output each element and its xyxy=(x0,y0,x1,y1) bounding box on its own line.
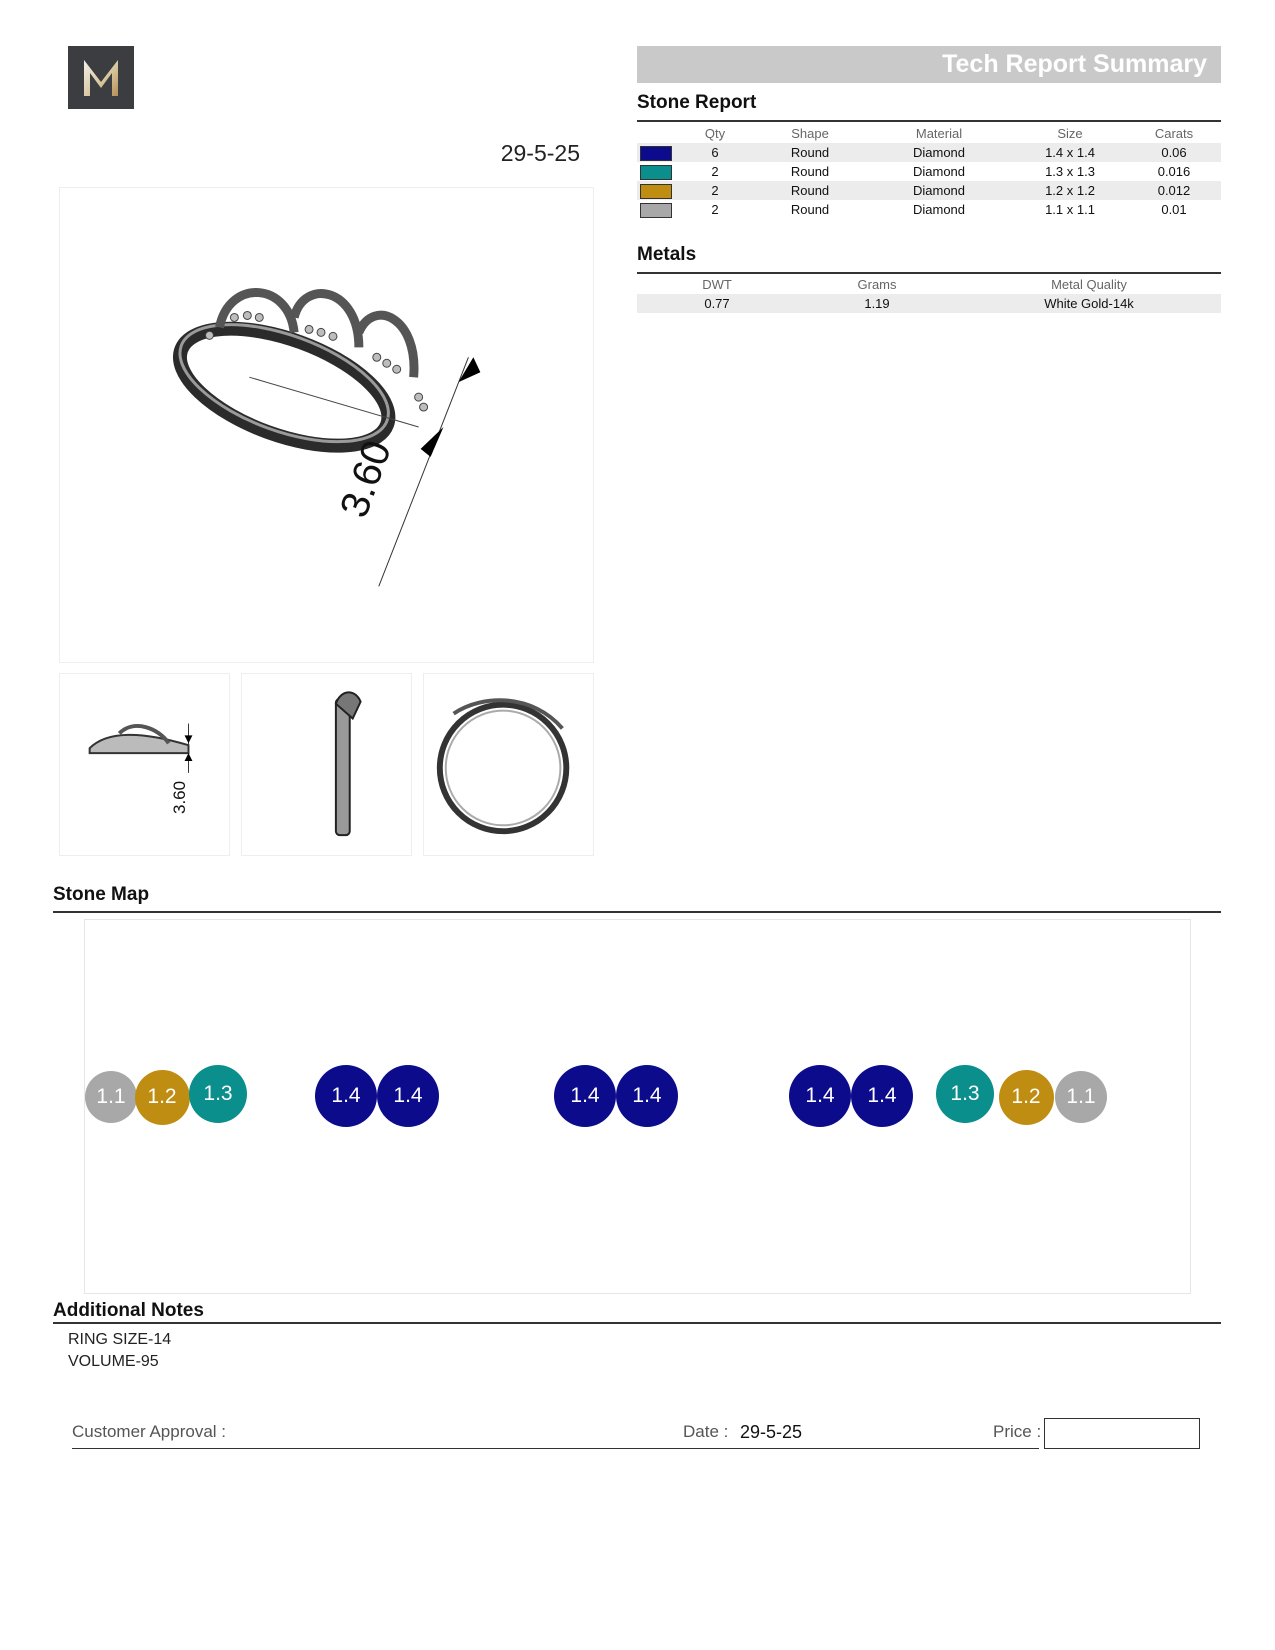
column-header: Size xyxy=(1057,126,1083,141)
approval-signature-line[interactable] xyxy=(72,1448,1039,1449)
qty-cell: 6 xyxy=(675,143,755,162)
ring-render-perspective xyxy=(59,187,594,663)
report-title: Tech Report Summary xyxy=(942,50,1207,78)
approval-date-value: 29-5-25 xyxy=(740,1422,803,1442)
column-header: Shape xyxy=(791,126,829,141)
qty-cell: 2 xyxy=(711,164,719,179)
customer-approval-label: Customer Approval : xyxy=(72,1422,227,1441)
column-header: Grams xyxy=(857,277,897,292)
shape-cell: Round xyxy=(755,143,865,162)
report-title-bar xyxy=(637,46,1221,83)
size-cell: 1.3 x 1.3 xyxy=(1045,164,1095,179)
stone-map-rule xyxy=(53,911,1221,913)
stone-map xyxy=(84,919,1191,1294)
color-header xyxy=(637,124,675,143)
stone-map-stone: 1.4 xyxy=(789,1065,851,1127)
stone-map-stone: 1.1 xyxy=(85,1071,137,1123)
stone-map-stone: 1.4 xyxy=(851,1065,913,1127)
stone-map-stone: 1.3 xyxy=(936,1065,994,1123)
table-row xyxy=(637,162,1221,181)
qty-cell: 2 xyxy=(711,202,719,217)
stone-report-header-row xyxy=(637,124,1221,143)
note-line: RING SIZE-14 xyxy=(68,1331,172,1348)
metals-table xyxy=(637,275,1221,313)
price-input-box[interactable] xyxy=(1044,1418,1200,1449)
column-header: Metal Quality xyxy=(1051,277,1127,292)
company-logo xyxy=(68,46,134,109)
dwt-cell: 0.77 xyxy=(637,294,797,313)
material-cell: Diamond xyxy=(912,164,966,179)
stone-map-stone: 1.4 xyxy=(554,1065,616,1127)
ring-render-side xyxy=(59,673,230,856)
stone-report-title: Stone Report xyxy=(637,92,757,113)
column-header: Carats xyxy=(1154,126,1194,141)
stone-map-stone: 1.2 xyxy=(999,1070,1054,1125)
stone-color-swatch xyxy=(640,184,672,199)
material-cell: Diamond xyxy=(912,202,966,217)
size-cell: 1.1 x 1.1 xyxy=(1045,202,1095,217)
metals-header-row xyxy=(637,275,1221,294)
dimension-label: 3.60 xyxy=(332,434,400,524)
column-header: Qty xyxy=(704,126,726,141)
carats-cell: 0.06 xyxy=(1127,143,1221,162)
table-row xyxy=(637,200,1221,219)
ring-render-front xyxy=(241,673,412,856)
qty-cell: 2 xyxy=(675,181,755,200)
column-header: DWT xyxy=(702,277,732,292)
logo-m-mark xyxy=(68,46,134,109)
stone-color-swatch xyxy=(640,146,672,161)
shape-cell: Round xyxy=(790,164,830,179)
ring-render-top xyxy=(423,673,594,856)
metals-rule xyxy=(637,272,1221,274)
stone-report-rule xyxy=(637,120,1221,122)
stone-map-stone: 1.3 xyxy=(189,1065,247,1123)
approval-date-label: Date : xyxy=(683,1422,729,1441)
table-row xyxy=(637,294,1221,313)
table-row xyxy=(637,181,1221,200)
notes-body xyxy=(68,1329,171,1373)
size-cell: 1.2 x 1.2 xyxy=(1013,181,1127,200)
grams-cell: 1.19 xyxy=(797,294,957,313)
stone-map-stone: 1.1 xyxy=(1055,1071,1107,1123)
column-header: Material xyxy=(915,126,963,141)
stone-map-stone: 1.2 xyxy=(135,1070,190,1125)
shape-cell: Round xyxy=(755,181,865,200)
size-cell: 1.4 x 1.4 xyxy=(1013,143,1127,162)
notes-title: Additional Notes xyxy=(53,1300,204,1321)
thumb-dimension-label: 3.60 xyxy=(170,780,189,814)
note-line: VOLUME-95 xyxy=(68,1353,159,1370)
price-label: Price : xyxy=(993,1422,1042,1441)
stone-map-title: Stone Map xyxy=(53,884,150,905)
stone-map-stone: 1.4 xyxy=(315,1065,377,1127)
stone-map-stone: 1.4 xyxy=(377,1065,439,1127)
metal-quality-cell: White Gold-14k xyxy=(957,294,1221,313)
report-date: 29-5-25 xyxy=(500,140,580,166)
stone-color-swatch xyxy=(640,165,672,180)
material-cell: Diamond xyxy=(865,143,1013,162)
notes-rule xyxy=(53,1322,1221,1324)
shape-cell: Round xyxy=(790,202,830,217)
carats-cell: 0.01 xyxy=(1161,202,1187,217)
stone-color-swatch xyxy=(640,203,672,218)
stone-report-table xyxy=(637,124,1221,219)
metals-title: Metals xyxy=(637,244,697,265)
carats-cell: 0.016 xyxy=(1157,164,1191,179)
table-row xyxy=(637,143,1221,162)
carats-cell: 0.012 xyxy=(1127,181,1221,200)
stone-map-stone: 1.4 xyxy=(616,1065,678,1127)
material-cell: Diamond xyxy=(865,181,1013,200)
